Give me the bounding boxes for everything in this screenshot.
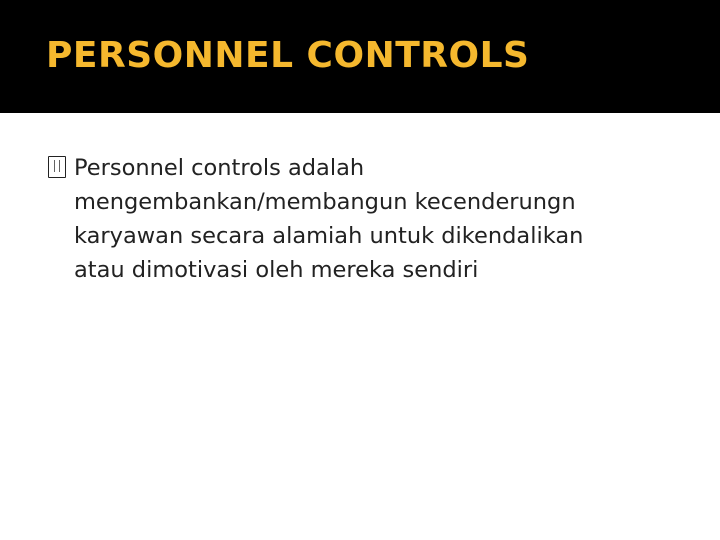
slide-title: PERSONNEL CONTROLS <box>46 35 530 76</box>
bullet-text-line-2: mengembankan/membangun kecenderungn <box>74 189 576 215</box>
bullet-text-line-3: karyawan secara alamiah untuk dikendalikan <box>74 223 584 249</box>
bullet-point <box>48 151 688 287</box>
missing-glyph-box-icon <box>48 156 66 178</box>
bullet-text-line-1: Personnel controls adalah <box>74 155 365 181</box>
bullet-text-line-4: atau dimotivasi oleh mereka sendiri <box>74 257 479 283</box>
title-bar <box>0 0 720 113</box>
slide-content <box>48 151 688 287</box>
